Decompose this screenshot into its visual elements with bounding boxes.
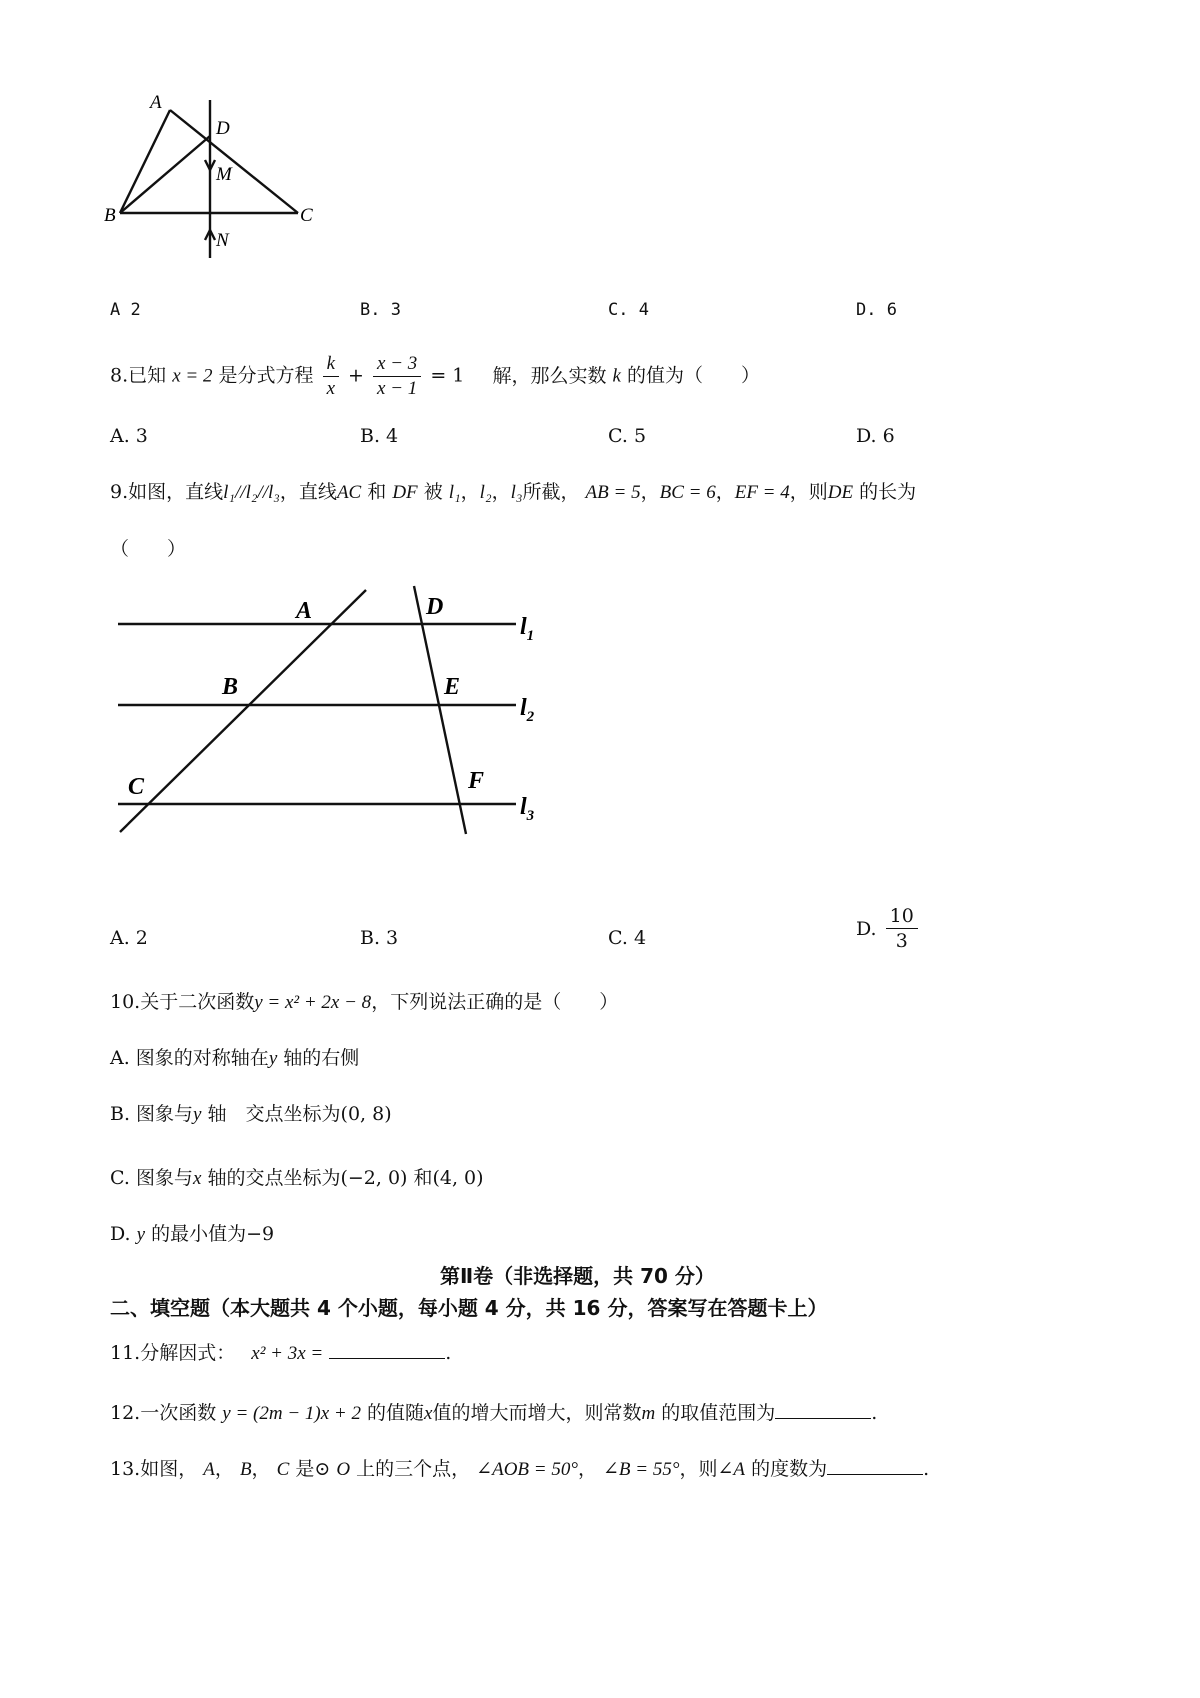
q7-option-c: C. 4 [608, 300, 649, 320]
q7-label-a: A [150, 92, 162, 113]
q7-option-b: B. 3 [360, 300, 401, 320]
part-ii-title: 第Ⅱ卷（非选择题，共 70 分） [440, 1264, 715, 1288]
q9-label-e: E [444, 674, 461, 700]
q9-question: 9.如图，直线l₁//l₂//l₃，直线AC 和 DF 被 l₁，l₂，l₃所截， AB = 5，BC = 6，EF = 4，则DE 的长为 [110, 481, 917, 503]
q7-label-m: M [216, 164, 232, 185]
q9-label-l3: $l_3$ [520, 794, 535, 824]
q9-label-l1: $l_1$ [520, 614, 535, 644]
q8-option-b: B. 4 [360, 425, 399, 447]
q9-option-c: C. 4 [608, 927, 647, 949]
q8-question: 8.已知 x = 2 是分式方程 $\frac{k}{x}$ + $\frac{x - 3}{x - 1}$ = 1 解，那么实数 k 的值为（ ） [110, 353, 760, 399]
q7-label-b: B [104, 205, 116, 226]
q7-label-c: C [300, 205, 313, 226]
q13-answer-blank[interactable] [827, 1456, 923, 1475]
circle-symbol: ⊙ [314, 1458, 331, 1480]
q9-option-b: B. 3 [360, 927, 399, 949]
fill-in-section-title: 二、填空题（本大题共 4 个小题，每小题 4 分，共 16 分，答案写在答题卡上） [110, 1296, 828, 1320]
q8-option-d: D. 6 [856, 425, 895, 447]
q9-option-d: D. $\frac{10}{3}$ [856, 904, 921, 953]
q7-label-n: N [216, 230, 229, 251]
q11-question: 11.分解因式： x² + 3x = . [110, 1342, 452, 1364]
q10-option-d: D. y 的最小值为−9 [110, 1223, 275, 1245]
q11-answer-blank[interactable] [329, 1340, 445, 1359]
q9-figure [100, 578, 560, 848]
q9-label-c: C [128, 774, 145, 800]
q9-label-l2: $l_2$ [520, 695, 535, 725]
q7-option-a: A 2 [110, 300, 141, 320]
q10-question: 10.关于二次函数y = x² + 2x − 8，下列说法正确的是（ ） [110, 991, 619, 1013]
q8-option-a: A. 3 [110, 425, 148, 447]
q12-answer-blank[interactable] [775, 1400, 871, 1419]
q9-option-a: A. 2 [110, 927, 148, 949]
q10-option-c: C. 图象与x 轴的交点坐标为(−2, 0) 和(4, 0) [110, 1167, 484, 1189]
q8-option-c: C. 5 [608, 425, 647, 447]
q10-option-a: A. 图象的对称轴在y 轴的右侧 [110, 1047, 360, 1069]
q7-figure [100, 88, 360, 278]
q7-option-d: D. 6 [856, 300, 897, 320]
q7-label-d: D [216, 118, 230, 139]
q10-option-b: B. 图象与y 轴 交点坐标为(0, 8) [110, 1103, 392, 1125]
q13-question: 13.如图， A， B， C 是⊙ O 上的三个点， ∠AOB = 50°， ∠B = 55°，则∠A 的度数为 . [110, 1458, 930, 1480]
q9-label-d: D [426, 594, 444, 620]
q12-question: 12.一次函数 y = (2m − 1)x + 2 的值随x值的增大而增大，则常数m 的取值范围为 . [110, 1402, 878, 1424]
q9-label-b: B [222, 674, 239, 700]
q9-paren: （ ） [110, 538, 187, 560]
q9-label-a: A [296, 598, 313, 624]
q9-label-f: F [468, 768, 485, 794]
